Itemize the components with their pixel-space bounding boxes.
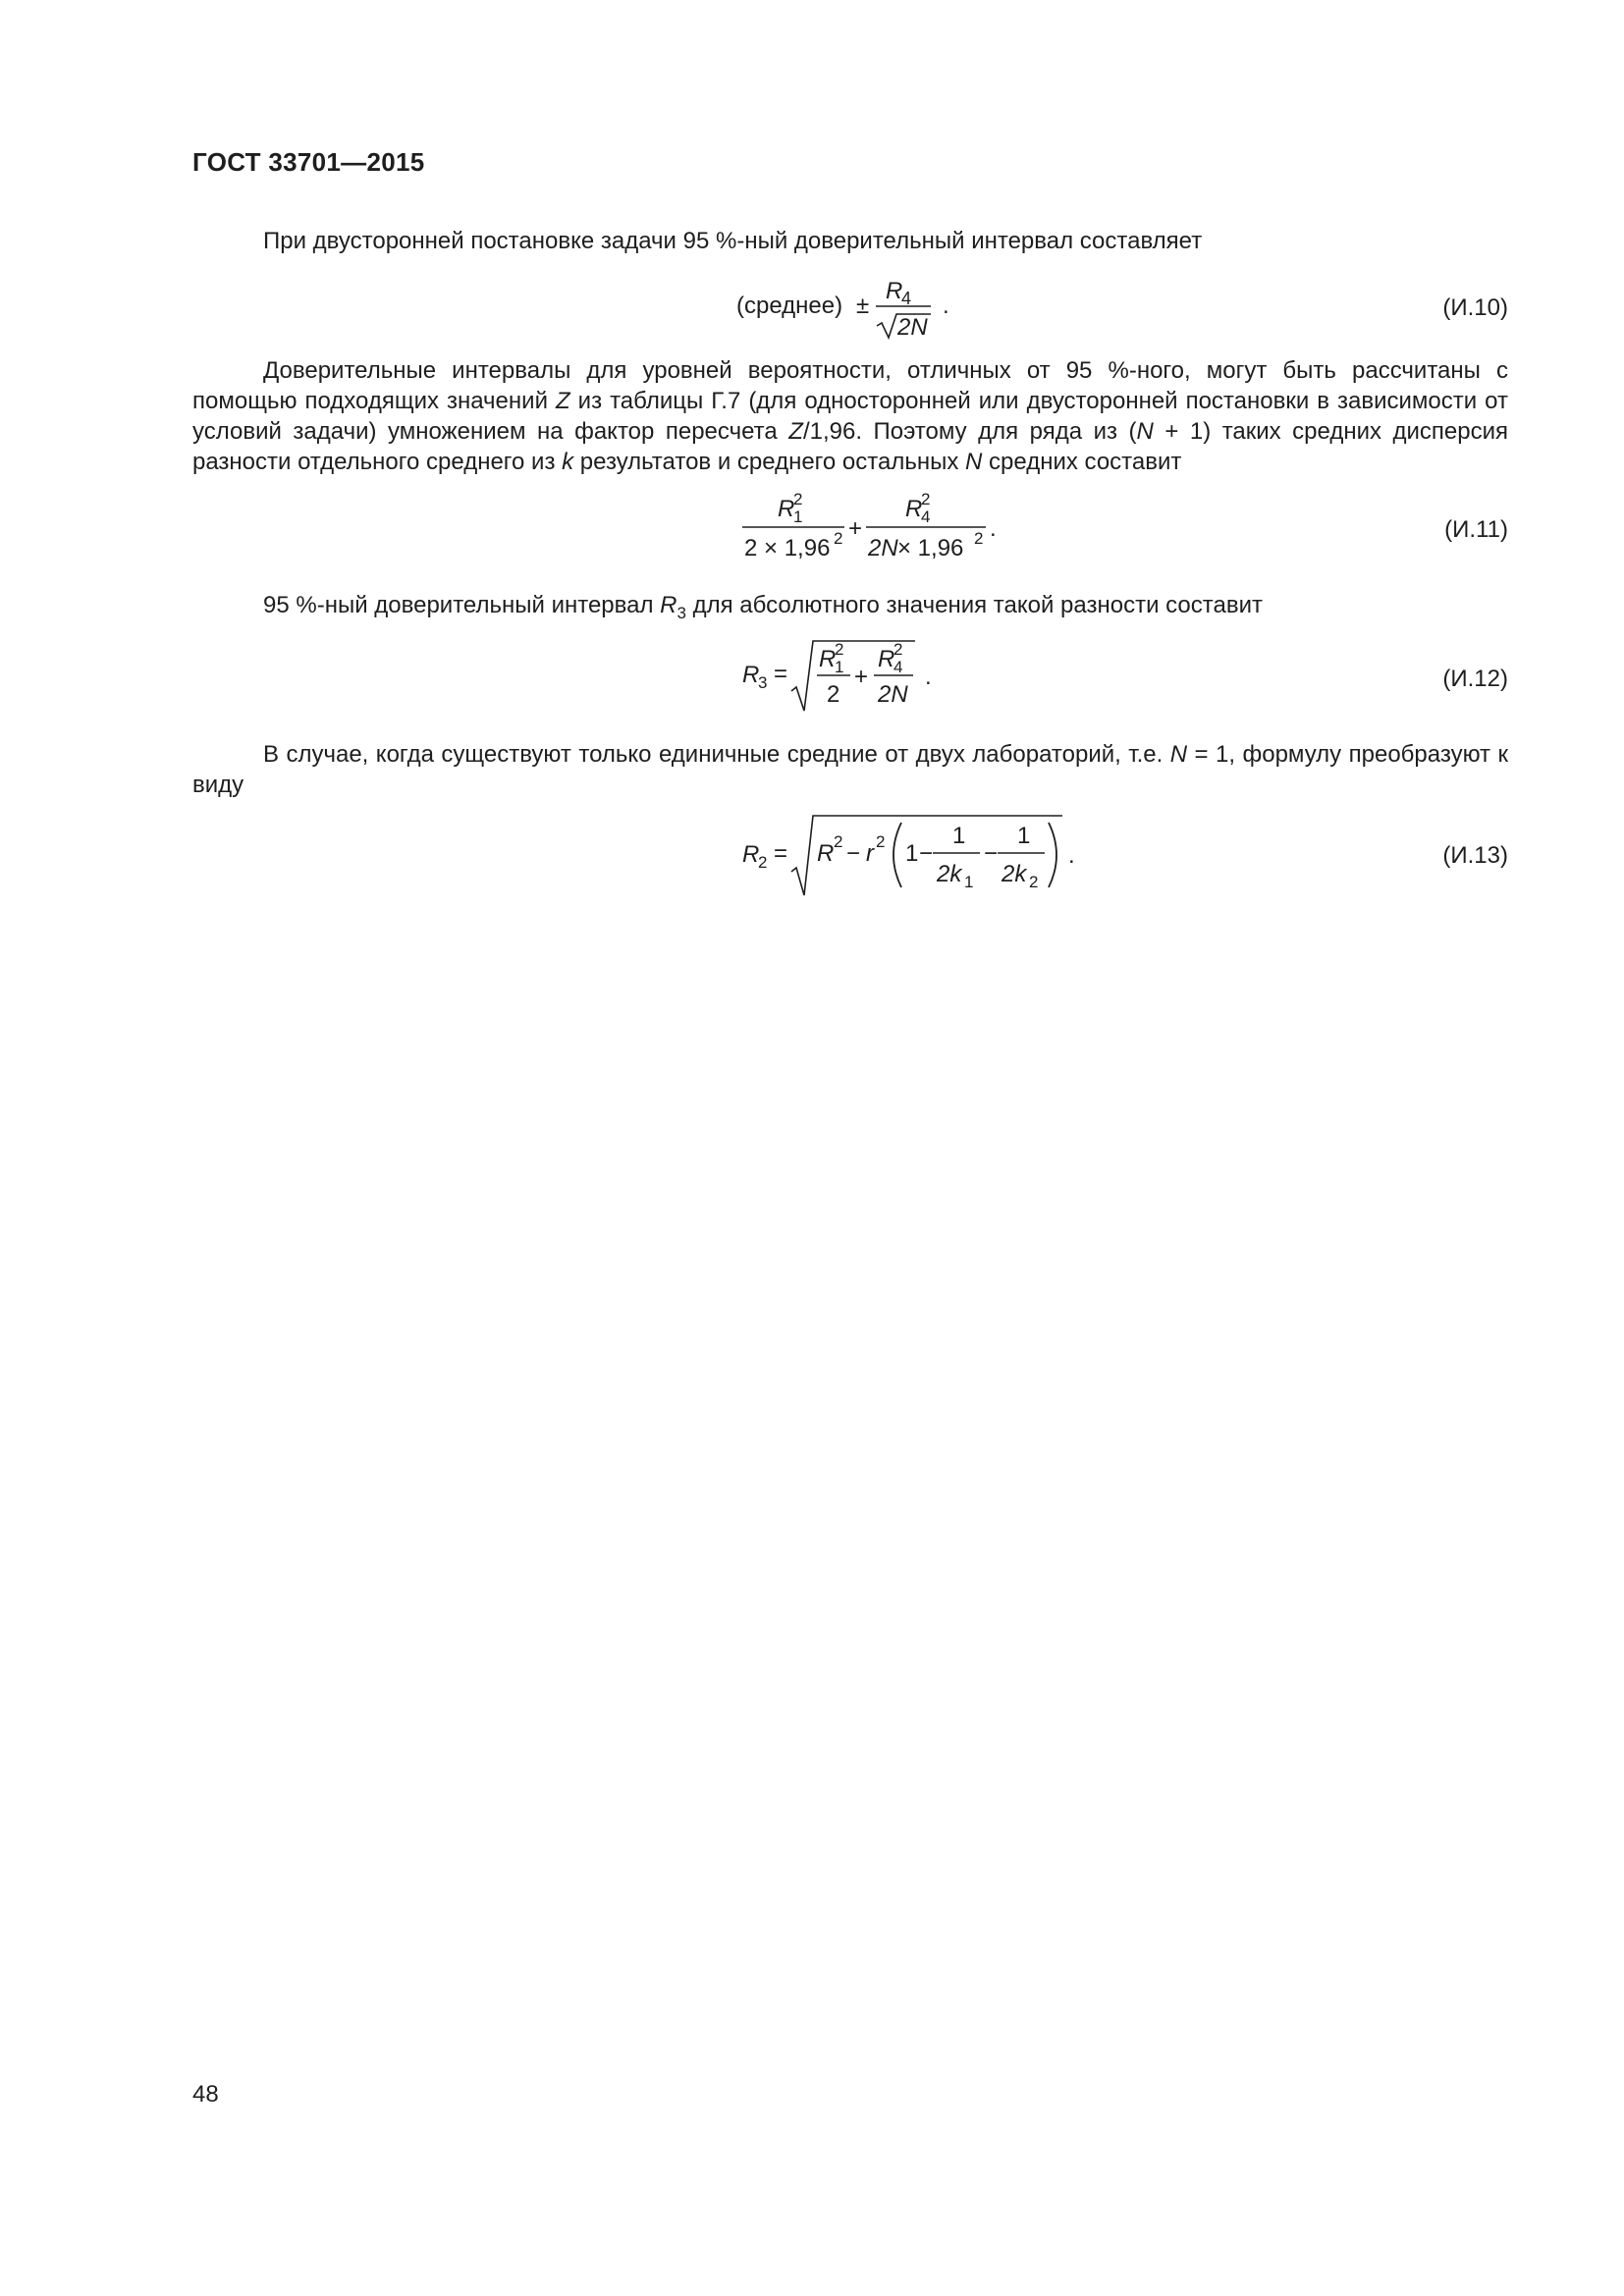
eq12-n1-sub: 1 — [835, 658, 844, 676]
equation-i12-label: (И.12) — [1442, 666, 1508, 692]
eq11-d1-sup: 2 — [834, 529, 843, 548]
eq12-d2: 2N — [878, 681, 908, 708]
paragraph-4 — [192, 739, 1508, 800]
paragraph-1-text: При двусторонней постановке задачи 95 %-ный доверительный интервал составляет — [263, 228, 1203, 254]
equation-i13 — [742, 811, 1076, 906]
eq13-sup-1: 2 — [834, 832, 843, 851]
equation-i13-label: (И.13) — [1442, 842, 1508, 869]
eq13-sup-2: 2 — [876, 832, 886, 851]
paragraph-4-text: В случае, когда существуют только единичные средние от двух лабораторий, т.е. N = 1, формулу преобразуют к виду — [192, 741, 1508, 798]
eq13-minus-1: − — [846, 840, 861, 867]
paragraph-2-text: Доверительные интервалы для уровней вероятности, отличных от 95 %-ного, могут быть рассчитаны с помощью подходящих значений Z из таблицы Г.7 (для односторонней или двусторонней постановки в зависимости от условий задачи) умножением на фактор пересчета Z/1,96. Поэтому для ряда из (N + 1) таких средних дисперсия разности отдельного среднего из k результатов и среднего остальных N средних составит — [192, 357, 1509, 475]
eq13-eq: = — [774, 840, 788, 867]
eq13-f2-sub: 2 — [1029, 873, 1039, 891]
eq12-plus: + — [854, 664, 869, 690]
eq13-f1-num: 1 — [952, 823, 966, 849]
eq12-n2-sup: 2 — [893, 640, 903, 659]
equation-i10 — [736, 271, 992, 348]
equation-i11-svg — [742, 491, 1007, 569]
eq11-end: . — [990, 515, 997, 542]
paragraph-2 — [192, 355, 1508, 477]
eq13-f1-den: 2k — [937, 861, 962, 887]
equation-i10-label: (И.10) — [1442, 294, 1508, 321]
paragraph-1 — [192, 226, 1508, 256]
eq11-d1: 2 × 1,96 — [744, 535, 831, 561]
eq13-f2-den: 2k — [1001, 861, 1027, 887]
eq13-f2-num: 1 — [1017, 823, 1031, 849]
eq11-n1-sub: 1 — [793, 507, 803, 526]
eq11-n2-var: R — [905, 496, 923, 522]
eq12-end: . — [925, 664, 932, 690]
eq11-plus: + — [848, 515, 863, 542]
eq11-d2-rest: × 1,96 — [897, 535, 964, 561]
eq10-den: 2N — [897, 314, 928, 341]
eq10-pm: ± — [856, 293, 870, 319]
eq10-end: . — [943, 293, 949, 319]
document-header: ГОСТ 33701—2015 — [192, 147, 425, 177]
eq13-paren-right — [1049, 823, 1056, 887]
eq10-prefix: (среднее) — [736, 293, 843, 319]
eq12-n2-var: R — [878, 646, 895, 672]
equation-i11 — [742, 491, 1007, 576]
eq11-n2-sub: 4 — [921, 507, 931, 526]
eq13-lhs-sub: 2 — [758, 853, 768, 872]
eq13-end: . — [1068, 842, 1075, 869]
eq13-lhs-var: R — [742, 841, 760, 868]
eq12-lhs-sub: 3 — [758, 673, 768, 692]
eq11-n1-var: R — [778, 496, 795, 522]
equation-i11-label: (И.11) — [1444, 516, 1508, 543]
eq13-r-small: r — [866, 840, 874, 867]
eq13-one: 1 — [905, 840, 919, 867]
equation-i10-svg — [736, 271, 992, 342]
eq11-d2-sup: 2 — [974, 529, 984, 548]
eq12-n1-var: R — [819, 646, 837, 672]
eq12-lhs-var: R — [742, 662, 760, 688]
equation-i13-svg — [742, 811, 1076, 899]
eq11-d2-var: 2N — [868, 535, 898, 561]
paragraph-3-text: 95 %-ный доверительный интервал $R_3$ для абсолютного значения такой разности составит — [263, 592, 1263, 622]
paragraph-3 — [192, 590, 1508, 628]
eq13-minus-3: − — [984, 840, 999, 867]
page-number: 48 — [192, 2081, 219, 2108]
eq10-num-var: R — [886, 278, 903, 304]
equation-i12-svg — [742, 636, 948, 715]
eq11-n1-sup: 2 — [793, 490, 803, 508]
eq13-paren-left — [893, 823, 901, 887]
eq13-f1-sub: 1 — [964, 873, 974, 891]
eq12-n2-sub: 4 — [893, 658, 903, 676]
equation-i12 — [742, 636, 948, 721]
eq12-eq: = — [774, 661, 788, 687]
eq10-num-sub: 4 — [901, 289, 912, 308]
eq13-r-big: R — [817, 840, 835, 867]
eq13-minus-2: − — [919, 840, 934, 867]
eq12-d1: 2 — [827, 681, 840, 708]
eq11-n2-sup: 2 — [921, 490, 931, 508]
eq12-n1-sup: 2 — [835, 640, 844, 659]
